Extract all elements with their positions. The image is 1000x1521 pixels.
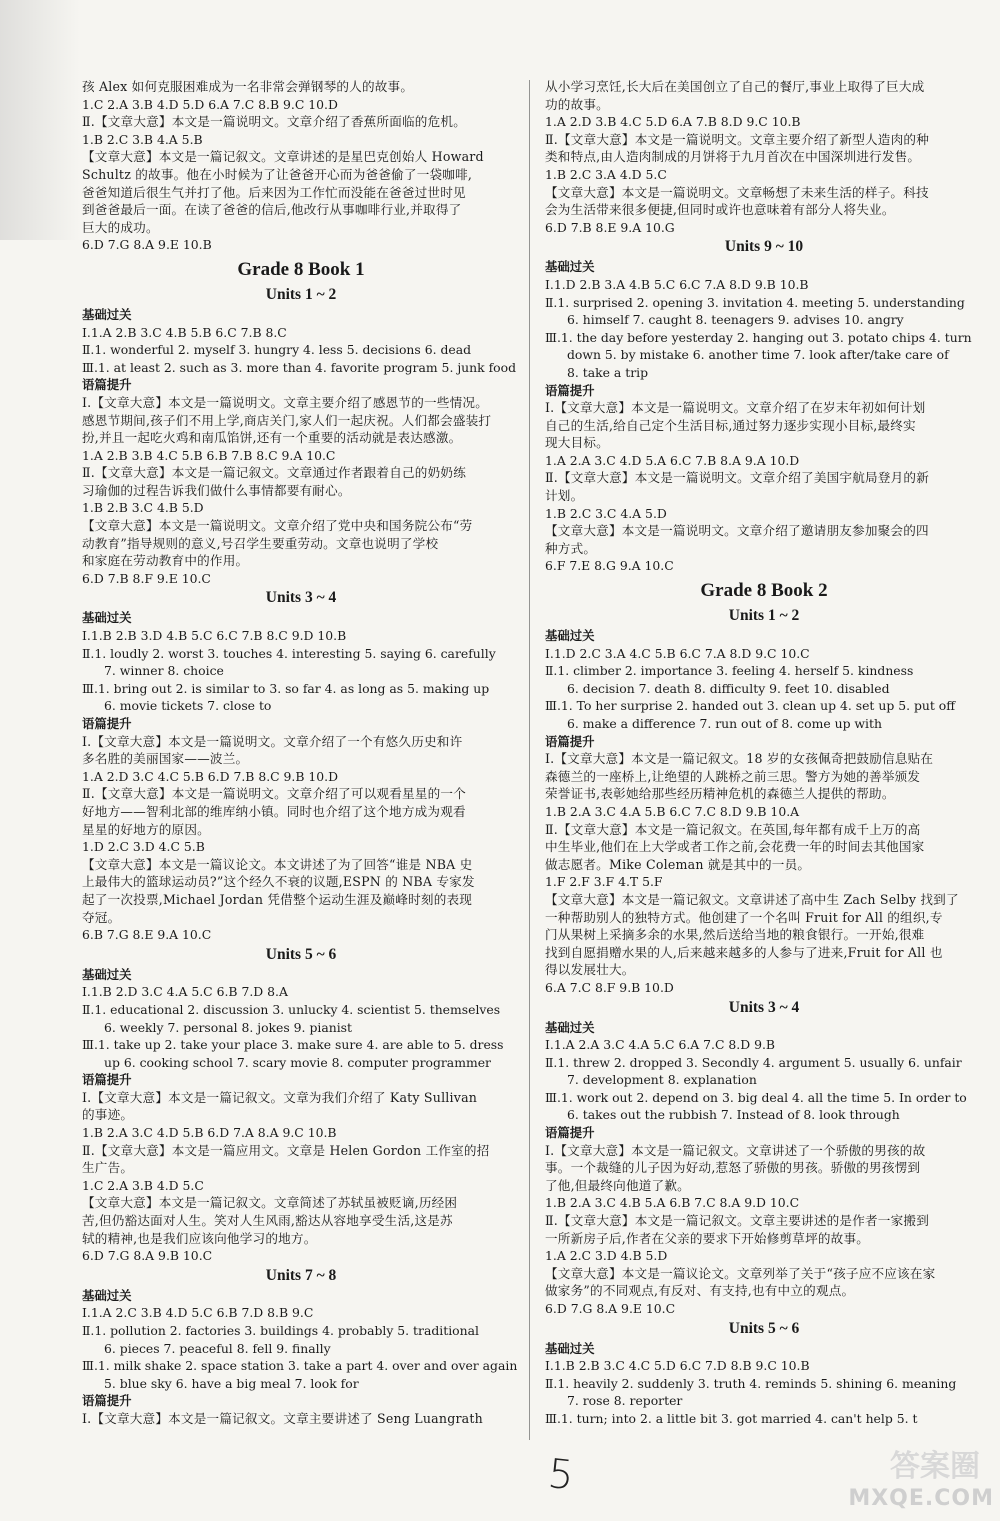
summary-line: Ⅱ.【文章大意】本文是一篇记叙文。在英国,每年都有成千上万的高 xyxy=(545,821,921,837)
answer-line: 1.A 2.B 3.B 4.C 5.B 6.B 7.B 8.C 9.A 10.C xyxy=(82,447,336,463)
summary-line: Ⅰ.【文章大意】本文是一篇说明文。文章介绍了在岁末年初如何计划 xyxy=(545,400,926,416)
section-heading: 基础过关 xyxy=(545,1340,595,1356)
answer-line: 6.D 7.B 8.F 9.E 10.C xyxy=(82,570,211,586)
answer-line: 6. decision 7. death 8. difficulty 9. feet 10. disabled xyxy=(567,680,890,696)
watermark-badge: 答案圈 xyxy=(890,1449,980,1484)
answer-line: 1.B 2.C 3.A 4.D 5.C xyxy=(545,166,667,182)
handwritten-page-number: 5 xyxy=(545,1450,576,1500)
answer-line: Ⅲ.1. at least 2. such as 3. more than 4. favorite program 5. junk food xyxy=(82,359,517,375)
answer-line: 7. winner 8. choice xyxy=(104,663,224,679)
answer-line: up 6. cooking school 7. scary movie 8. computer programmer xyxy=(104,1054,491,1070)
summary-line: Ⅰ.【文章大意】本文是一篇说明文。文章主要介绍了感恩节的一些情况。 xyxy=(82,394,488,410)
units-heading: Units 9 ~ 10 xyxy=(724,238,804,256)
right-column xyxy=(545,78,983,1428)
answer-line: 1.C 2.A 3.B 4.D 5.D 6.A 7.C 8.B 9.C 10.D xyxy=(82,96,338,112)
answer-line: Ⅱ.1. pollution 2. factories 3. buildings 4. probably 5. traditional xyxy=(82,1323,479,1338)
summary-line: 【文章大意】本文是一篇说明文。文章介绍了党中央和国务院公布“劳 xyxy=(82,518,473,534)
summary-line: 到爸爸最后一面。在读了爸爸的信后,他改行从事咖啡行业,并取得了 xyxy=(82,202,462,218)
answer-line: 1.A 2.C 3.D 4.B 5.D xyxy=(545,1248,668,1264)
answer-line: Ⅰ.1.B 2.D 3.C 4.A 5.C 6.B 7.D 8.A xyxy=(82,984,288,1000)
summary-line: Ⅰ.【文章大意】本文是一篇记叙文。文章为我们介绍了 Katy Sullivan xyxy=(82,1089,478,1105)
answer-line: 6. weekly 7. personal 8. jokes 9. pianist xyxy=(104,1019,353,1035)
summary-line: 种方式。 xyxy=(545,540,597,556)
summary-line: Ⅱ.【文章大意】本文是一篇应用文。文章是 Helen Gordon 工作室的招 xyxy=(82,1142,490,1158)
summary-line: 夺冠。 xyxy=(82,909,121,925)
answer-line: 6.A 7.C 8.F 9.B 10.D xyxy=(545,979,674,995)
summary-line: 森德兰的一座桥上,让绝望的人跳桥之前三思。警方为她的善举颁发 xyxy=(545,768,921,784)
grade-heading: Grade 8 Book 1 xyxy=(237,258,365,280)
summary-line: 自己的生活,给自己定个生活目标,通过努力逐步实现小目标,最终实 xyxy=(545,417,916,433)
summary-line: 的事迹。 xyxy=(82,1107,134,1123)
answer-line: 1.B 2.B 3.C 4.B 5.D xyxy=(82,500,204,516)
answer-line: 1.B 2.A 3.C 4.D 5.B 6.D 7.A 8.A 9.C 10.B xyxy=(82,1125,337,1141)
answer-line: 1.A 2.D 3.B 4.C 5.D 6.A 7.B 8.D 9.C 10.B xyxy=(545,114,801,130)
answer-line: 6.D 7.G 8.A 9.E 10.C xyxy=(545,1301,676,1316)
section-heading: 语篇提升 xyxy=(82,1393,132,1409)
units-heading: Units 5 ~ 6 xyxy=(728,1319,800,1337)
answer-line: Ⅱ.1. wonderful 2. myself 3. hungry 4. less 5. decisions 6. dead xyxy=(82,342,472,358)
answer-line: 7. rose 8. reporter xyxy=(567,1393,683,1409)
summary-line: 事。一个裁缝的儿子因为好动,惹怒了骄傲的男孩。骄傲的男孩愣到 xyxy=(545,1160,921,1176)
answer-line: 5. blue sky 6. have a big meal 7. look for xyxy=(104,1375,359,1391)
answer-line: Ⅱ.1. heavily 2. suddenly 3. truth 4. reminds 5. shining 6. meaning xyxy=(545,1375,957,1391)
summary-line: 巨大的成功。 xyxy=(82,219,159,235)
summary-line: 会为生活带来很多便捷,但同时或许也意味着有部分人将失业。 xyxy=(545,202,895,218)
answer-line: Ⅰ.1.D 2.C 3.A 4.C 5.B 6.C 7.A 8.D 9.C 10.C xyxy=(545,645,810,661)
answer-line: 1.A 2.D 3.C 4.C 5.B 6.D 7.B 8.C 9.B 10.D xyxy=(82,768,339,784)
summary-line: 做家务”的不同观点,有反对、有支持,也有中立的观点。 xyxy=(545,1283,855,1299)
watermark-site: MXQE.COM xyxy=(848,1486,994,1511)
section-heading: 基础过关 xyxy=(82,966,132,982)
summary-line: 从小学习烹饪,长大后在美国创立了自己的餐厅,事业上取得了巨大成 xyxy=(545,79,925,94)
answer-line: 6. pieces 7. peaceful 8. fell 9. finally xyxy=(104,1340,331,1356)
answer-line: 6.D 7.B 8.E 9.A 10.G xyxy=(545,219,675,235)
answer-line: 6. takes out the rubbish 7. Instead of 8. look through xyxy=(567,1107,900,1123)
summary-line: Ⅱ.【文章大意】本文是一篇说明文。文章介绍了香蕉所面临的危机。 xyxy=(82,114,466,130)
section-heading: 基础过关 xyxy=(82,306,132,322)
summary-line: 和家庭在劳动教育中的作用。 xyxy=(82,553,249,569)
section-heading: 语篇提升 xyxy=(82,716,132,731)
answer-line: Ⅱ.1. educational 2. discussion 3. unlucky 4. scientist 5. themselves xyxy=(82,1001,501,1017)
section-heading: 语篇提升 xyxy=(82,377,132,393)
summary-line: 【文章大意】本文是一篇记叙文。文章讲述了高中生 Zach Selby 找到了 xyxy=(545,891,959,907)
answer-line: Ⅰ.1.B 2.B 3.C 4.C 5.D 6.C 7.D 8.B 9.C 10.B xyxy=(545,1358,810,1374)
answer-line: 7. development 8. explanation xyxy=(567,1072,757,1088)
summary-line: Ⅱ.【文章大意】本文是一篇说明文。文章主要介绍了新型人造肉的种 xyxy=(545,131,929,147)
answer-line: 1.B 2.C 3.C 4.A 5.D xyxy=(545,505,667,521)
answer-line: 1.B 2.C 3.B 4.A 5.B xyxy=(82,131,203,147)
summary-line: 【文章大意】本文是一篇议论文。文章列举了关于“孩子应不应该在家 xyxy=(545,1265,936,1281)
answer-line: 6.F 7.E 8.G 9.A 10.C xyxy=(545,558,674,574)
summary-line: 孩 Alex 如何克服困难成为一名非常会弹钢琴的人的故事。 xyxy=(82,79,414,94)
summary-line: 【文章大意】本文是一篇记叙文。文章简述了苏轼虽被贬谪,历经困 xyxy=(82,1195,458,1211)
summary-line: 类和特点,由人造肉制成的月饼将于九月首次在中国深圳进行发售。 xyxy=(545,149,921,165)
answer-line: 1.C 2.A 3.B 4.D 5.C xyxy=(82,1177,204,1193)
summary-line: 做志愿者。Mike Coleman 就是其中的一员。 xyxy=(545,856,811,872)
answer-line: 6.D 7.G 8.A 9.B 10.C xyxy=(82,1248,213,1264)
section-heading: 基础过关 xyxy=(545,1019,595,1035)
column-divider xyxy=(529,80,530,1440)
answer-line: Ⅱ.1. loudly 2. worst 3. touches 4. interesting 5. saying 6. carefully xyxy=(82,645,496,661)
answer-line: 1.A 2.A 3.C 4.D 5.A 6.C 7.B 8.A 9.A 10.D xyxy=(545,452,800,468)
answer-line: 6. himself 7. caught 8. teenagers 9. advises 10. angry xyxy=(567,312,904,328)
answer-line: 8. take a trip xyxy=(567,364,649,380)
answer-line: 6.B 7.G 8.E 9.A 10.C xyxy=(82,927,212,943)
summary-line: 习瑜伽的过程告诉我们做什么事情都要有耐心。 xyxy=(82,482,351,498)
answer-line: 6. make a difference 7. run out of 8. come up with xyxy=(567,716,882,731)
summary-line: 好地方——智利北部的维库纳小镇。同时也介绍了这个地方成为观看 xyxy=(82,803,466,819)
section-heading: 基础过关 xyxy=(545,628,595,644)
answer-line: Ⅲ.1. turn; into 2. a little bit 3. got married 4. can't help 5. t xyxy=(545,1410,918,1426)
units-heading: Units 1 ~ 2 xyxy=(265,285,337,303)
summary-line: 荣誉证书,表彰她给那些经历精神危机的森德兰人提供的帮助。 xyxy=(545,786,895,802)
watermark-logo xyxy=(814,1433,994,1515)
units-heading: Units 5 ~ 6 xyxy=(265,945,337,963)
summary-line: Ⅰ.【文章大意】本文是一篇记叙文。18 岁的女孩佩奇把鼓励信息贴在 xyxy=(545,751,934,767)
section-heading: 基础过关 xyxy=(82,1287,132,1303)
section-heading: 语篇提升 xyxy=(545,1125,595,1141)
answer-line: Ⅱ.1. surprised 2. opening 3. invitation 4. meeting 5. understanding xyxy=(545,294,965,310)
answer-line: Ⅱ.1. climber 2. importance 3. feeling 4. herself 5. kindness xyxy=(545,663,914,679)
summary-line: 【文章大意】本文是一篇记叙文。文章讲述的是星巴克创始人 Howard xyxy=(82,149,484,165)
summary-line: 起了一次投票,Michael Jordan 凭借整个运动生涯及巅峰时刻的表现 xyxy=(82,891,473,907)
summary-line: 苦,但仍豁达面对人生。笑对人生风雨,豁达从容地享受生活,这是苏 xyxy=(82,1213,453,1229)
summary-line: 轼的精神,也是我们应该向他学习的地方。 xyxy=(82,1230,317,1246)
summary-line: Ⅱ.【文章大意】本文是一篇说明文。文章介绍了美国宇航局登月的新 xyxy=(545,470,929,486)
units-heading: Units 7 ~ 8 xyxy=(265,1266,337,1284)
summary-line: Ⅱ.【文章大意】本文是一篇记叙文。文章通过作者跟着自己的奶奶练 xyxy=(82,465,466,481)
answer-line: Ⅰ.1.A 2.B 3.C 4.B 5.B 6.C 7.B 8.C xyxy=(82,324,287,340)
answer-line: 1.B 2.A 3.C 4.B 5.A 6.B 7.C 8.A 9.D 10.C xyxy=(545,1195,800,1211)
answer-line: 1.D 2.C 3.D 4.C 5.B xyxy=(82,839,205,855)
summary-line: 计划。 xyxy=(545,488,584,504)
summary-line: 动教育”指导规则的意义,号召学生要重劳动。文章也说明了学校 xyxy=(82,535,439,551)
answer-line: 1.F 2.F 3.F 4.T 5.F xyxy=(545,874,663,890)
summary-line: 爸爸知道后很生气并打了他。后来因为工作忙而没能在爸爸过世时见 xyxy=(82,184,466,200)
answer-line: Ⅲ.1. To her surprise 2. handed out 3. clean up 4. set up 5. put off xyxy=(545,698,956,714)
summary-line: 功的故事。 xyxy=(545,96,609,112)
summary-line: 一种帮助别人的独特方式。他创建了一个名叫 Fruit for All 的组织,专 xyxy=(545,909,943,925)
summary-line: 得以发展壮大。 xyxy=(545,962,635,978)
summary-line: 门从果树上采摘多余的水果,然后送给当地的粮食银行。一开始,很难 xyxy=(545,927,925,943)
summary-line: 生广告。 xyxy=(82,1160,134,1176)
section-heading: 语篇提升 xyxy=(545,382,595,398)
summary-line: 现大目标。 xyxy=(545,435,609,451)
answer-line: Ⅲ.1. bring out 2. is similar to 3. so far 4. as long as 5. making up xyxy=(82,680,490,696)
answer-line: Ⅱ.1. threw 2. dropped 3. Secondly 4. argument 5. usually 6. unfair xyxy=(545,1054,962,1070)
units-heading: Units 1 ~ 2 xyxy=(728,607,800,625)
summary-line: 多名胜的美丽国家——波兰。 xyxy=(82,751,249,767)
summary-line: Ⅰ.【文章大意】本文是一篇记叙文。文章讲述了一个骄傲的男孩的故 xyxy=(545,1142,926,1158)
answer-line: Ⅲ.1. the day before yesterday 2. hanging out 3. potato chips 4. turn xyxy=(545,329,972,345)
summary-line: 星星的好地方的原因。 xyxy=(82,821,210,837)
summary-line: Ⅱ.【文章大意】本文是一篇说明文。文章介绍了可以观看星星的一个 xyxy=(82,786,466,802)
summary-line: 感恩节期间,孩子们不用上学,商店关门,家人们一起庆祝。人们都会盛装打 xyxy=(82,412,492,428)
units-heading: Units 3 ~ 4 xyxy=(728,998,800,1016)
summary-line: 了他,但最终向他道了歉。 xyxy=(545,1177,690,1193)
answer-line: Ⅰ.1.A 2.A 3.C 4.A 5.C 6.A 7.C 8.D 9.B xyxy=(545,1037,776,1053)
answer-line: down 5. by mistake 6. another time 7. look after/take care of xyxy=(567,347,949,363)
summary-line: 中生毕业,他们在上大学或者工作之前,会花费一年的时间去其他国家 xyxy=(545,839,925,855)
summary-line: Ⅰ.【文章大意】本文是一篇说明文。文章介绍了一个有悠久历史和许 xyxy=(82,733,463,749)
scan-edge-shadow xyxy=(0,0,80,240)
answer-line: Ⅲ.1. work out 2. depend on 3. big deal 4. all the time 5. In order to xyxy=(545,1089,967,1105)
section-heading: 基础过关 xyxy=(545,259,595,275)
summary-line: Ⅰ.【文章大意】本文是一篇记叙文。文章主要讲述了 Seng Luangrath xyxy=(82,1410,483,1426)
left-column xyxy=(82,78,520,1428)
answer-line: 6.D 7.G 8.A 9.E 10.B xyxy=(82,237,212,253)
summary-line: Schultz 的故事。他在小时候为了让爸爸开心而为爸爸偷了一袋咖啡, xyxy=(82,166,473,182)
answer-line: 6. movie tickets 7. close to xyxy=(104,698,272,714)
summary-line: 【文章大意】本文是一篇说明文。文章畅想了未来生活的样子。科技 xyxy=(545,184,929,200)
grade-heading: Grade 8 Book 2 xyxy=(700,580,828,602)
answer-line: Ⅰ.1.A 2.C 3.B 4.D 5.C 6.B 7.D 8.B 9.C xyxy=(82,1305,314,1321)
answer-line: Ⅲ.1. take up 2. take your place 3. make sure 4. are able to 5. dress xyxy=(82,1037,504,1053)
summary-line: 【文章大意】本文是一篇说明文。文章介绍了邀请朋友参加聚会的四 xyxy=(545,523,929,539)
answer-line: Ⅰ.1.D 2.B 3.A 4.B 5.C 6.C 7.A 8.D 9.B 10.B xyxy=(545,276,809,292)
section-heading: 基础过关 xyxy=(82,610,132,626)
units-heading: Units 3 ~ 4 xyxy=(265,589,337,607)
summary-line: 一所新房子后,作者在父亲的要求下开始修剪草坪的故事。 xyxy=(545,1230,870,1246)
section-heading: 语篇提升 xyxy=(82,1072,132,1088)
summary-line: 扮,并且一起吃火鸡和南瓜馅饼,还有一个重要的活动就是表达感激。 xyxy=(82,430,462,446)
answer-line: Ⅲ.1. milk shake 2. space station 3. take a part 4. over and over again xyxy=(82,1358,518,1374)
summary-line: Ⅱ.【文章大意】本文是一篇记叙文。文章主要讲述的是作者一家搬到 xyxy=(545,1213,929,1229)
answer-line: 1.B 2.A 3.C 4.A 5.B 6.C 7.C 8.D 9.B 10.A xyxy=(545,803,800,819)
summary-line: 【文章大意】本文是一篇议论文。本文讲述了为了回答“谁是 NBA 史 xyxy=(82,856,473,872)
summary-line: 上最伟大的篮球运动员?”这个经久不衰的议题,ESPN 的 NBA 专家发 xyxy=(82,874,475,890)
answer-line: Ⅰ.1.B 2.B 3.D 4.B 5.C 6.C 7.B 8.C 9.D 10.B xyxy=(82,628,347,644)
section-heading: 语篇提升 xyxy=(545,733,595,749)
summary-line: 找到自愿捐赠水果的人,后来越来越多的人参与了进来,Fruit for All 也 xyxy=(545,944,943,960)
